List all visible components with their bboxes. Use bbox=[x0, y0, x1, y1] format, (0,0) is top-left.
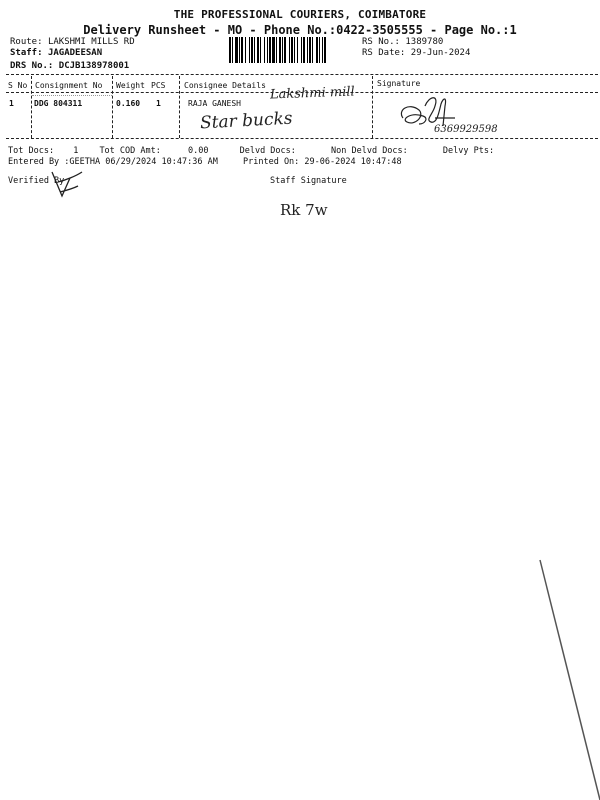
runsheet-subtitle: Delivery Runsheet - MO - Phone No.:0422-3505555 - Page No.:1 bbox=[83, 23, 517, 37]
delvy-pts-label: Delvy Pts: bbox=[442, 146, 495, 156]
rs-no-line bbox=[362, 37, 443, 47]
col-header-consignment: Consignment No bbox=[35, 81, 103, 90]
col-header-consignee: Consignee Details bbox=[184, 81, 266, 90]
route-line bbox=[10, 37, 135, 47]
drs-line bbox=[10, 61, 129, 71]
faint-row-mark bbox=[32, 95, 112, 96]
col-header-signature: Signature bbox=[377, 79, 421, 88]
printed-on: Printed On: 29-06-2024 10:47:48 bbox=[243, 157, 402, 167]
verified-by-label: Verified By bbox=[8, 176, 65, 186]
cell-consignee: RAJA GANESH bbox=[188, 99, 241, 108]
rs-date-line bbox=[362, 48, 470, 58]
handwritten-company: Star bucks bbox=[199, 108, 293, 134]
col-header-weight: Weight bbox=[116, 81, 145, 90]
totals-line bbox=[8, 146, 494, 156]
col-divider bbox=[372, 76, 373, 138]
tot-docs-value: 1 bbox=[73, 146, 79, 156]
tot-cod-label: Tot COD Amt: bbox=[99, 146, 161, 156]
staff-signature-label: Staff Signature bbox=[270, 176, 347, 186]
barcode-bar bbox=[326, 37, 327, 63]
drs-label: DRS No.: bbox=[10, 61, 54, 71]
staff-label: Staff: bbox=[10, 48, 43, 58]
cell-weight: 0.160 bbox=[116, 99, 141, 108]
verifier-signature-scribble bbox=[48, 168, 88, 202]
handwritten-phone: 6369929598 bbox=[434, 124, 498, 135]
rs-date-value: 29-Jun-2024 bbox=[410, 48, 471, 58]
rs-date-label: RS Date: bbox=[362, 48, 406, 58]
cell-consignment: DDG 804311 bbox=[34, 99, 83, 108]
entered-by: Entered By :GEETHA 06/29/2024 10:47:36 AM bbox=[8, 157, 218, 167]
cell-sno: 1 bbox=[9, 99, 14, 108]
drs-barcode bbox=[229, 37, 355, 63]
table-top-rule bbox=[6, 74, 598, 75]
cell-pcs: 1 bbox=[156, 99, 161, 108]
rs-no-label: RS No.: bbox=[362, 37, 400, 47]
non-delvd-docs-label: Non Delvd Docs: bbox=[331, 146, 408, 156]
company-title: THE PROFESSIONAL COURIERS, COIMBATORE bbox=[173, 8, 427, 21]
consignee-signature-scribble bbox=[395, 92, 475, 136]
drs-value: DCJB138978001 bbox=[58, 61, 130, 71]
staff-line bbox=[10, 48, 102, 58]
rs-no-value: 1389780 bbox=[405, 37, 444, 47]
route-label: Route: bbox=[10, 37, 43, 47]
tot-cod-value: 0.00 bbox=[187, 146, 209, 156]
staff-value: JAGADEESAN bbox=[47, 48, 103, 58]
col-header-pcs: PCS bbox=[151, 81, 166, 90]
delvd-docs-label: Delvd Docs: bbox=[239, 146, 296, 156]
col-header-sno: S No bbox=[8, 81, 28, 90]
col-divider bbox=[112, 76, 113, 138]
route-value: LAKSHMI MILLS RD bbox=[47, 37, 135, 47]
staff-signature-handwriting: Rk 7w bbox=[280, 201, 328, 219]
col-divider bbox=[179, 76, 180, 138]
handwritten-address: Lakshmi mill bbox=[269, 84, 355, 103]
col-divider bbox=[31, 76, 32, 138]
tot-docs-label: Tot Docs: bbox=[8, 146, 55, 156]
table-bottom-rule bbox=[6, 138, 598, 139]
